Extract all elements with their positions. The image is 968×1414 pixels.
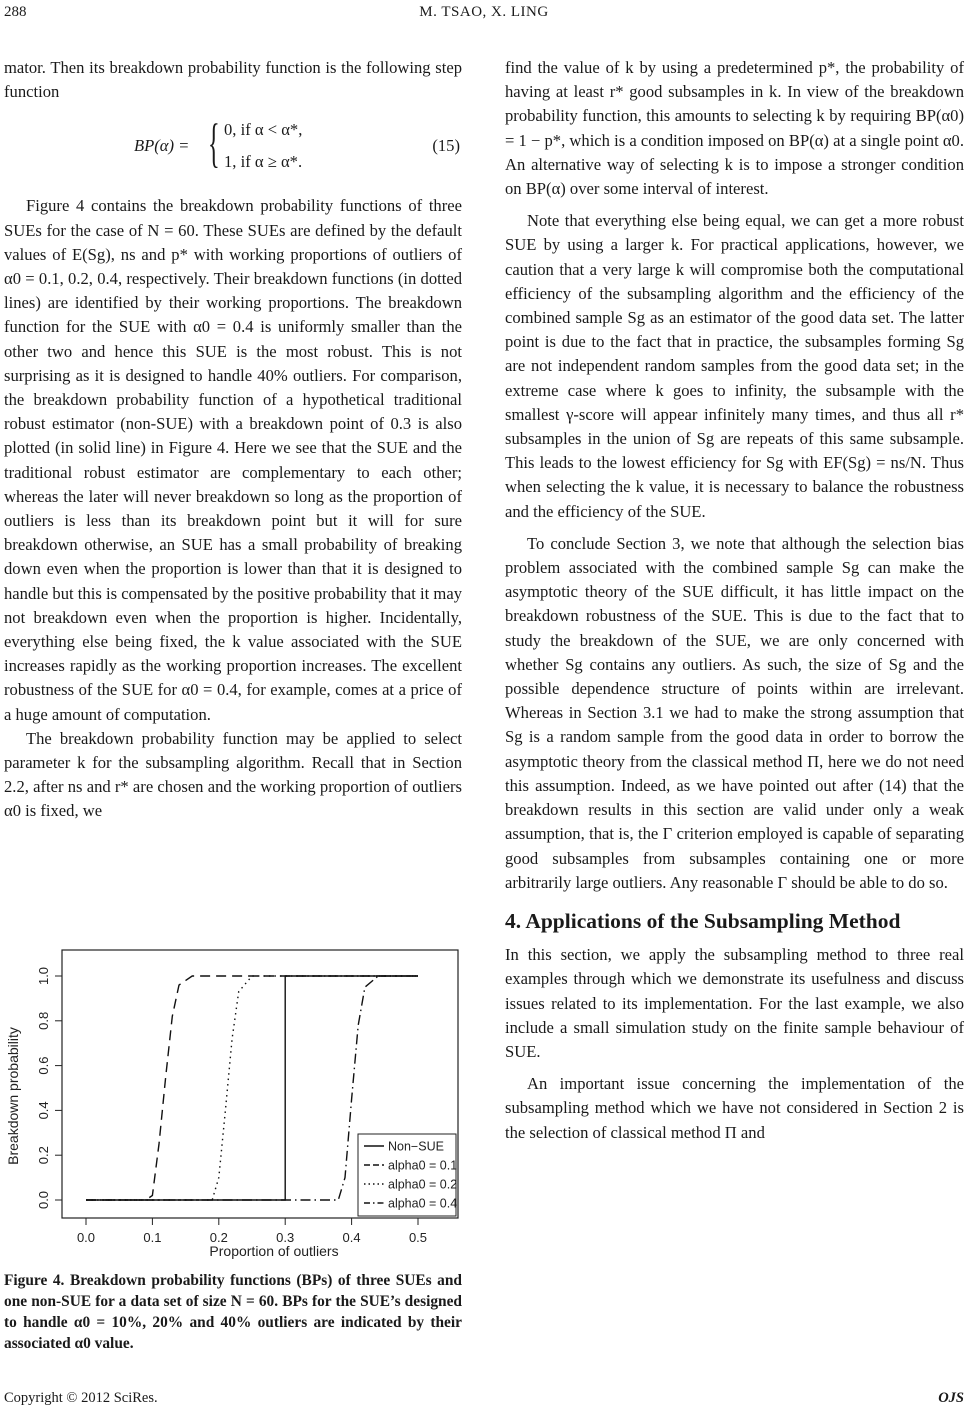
page-number: 288 [4,4,27,20]
figure-caption: Figure 4. Breakdown probability functions (BPs) of three SUEs and one non-SUE for a data set of size N = 60. BPs for the SUE’s designed to handle α0 = 10%, 20% and 40% outliers are indicated by their associated α0 value. [4,1272,462,1352]
right-column [505,56,964,1145]
legend-entry: Non−SUE [388,1139,444,1154]
left-brace: { [208,113,220,174]
equation-number: (15) [432,136,460,156]
x-axis-label: Proportion of outliers [209,1243,339,1259]
equation-lhs: BP(α) = [134,136,190,156]
paragraph: Note that everything else being equal, we can get a more robust SUE by using a larger k. For practical applications, however, we caution that a very large k will compromise both the computational efficiency of the subsampling algorithm and the efficiency of the combined sample Sg as an estimator of the good data set. The latter point is due to the fact that in practice, the subsamples forming Sg are not independent random samples from the good data set; in the extreme case where k goes to infinity, the subsample with the smallest γ-score will appear infinitely many times, and thus all r* subsamples in the union of Sg are repeats of this same subsample. This leads to the lowest efficiency for Sg with EF(Sg) = ns/N. Thus when selecting the k value, it is necessary to balance the robustness and the efficiency of the SUE. [505,211,964,521]
page-header [0,4,968,28]
y-tick-label: 0.2 [36,1146,51,1165]
legend-entry: alpha0 = 0.2 [388,1177,458,1192]
paragraph: mator. Then its breakdown probability function is the following step function [4,58,462,102]
y-tick-label: 0.8 [36,1011,51,1030]
y-tick-label: 1.0 [36,966,51,986]
y-tick-label: 0.4 [36,1101,51,1120]
copyright-notice: Copyright © 2012 SciRes. [4,1390,158,1406]
equation-case-2: 1, if α ≥ α*. [224,152,303,172]
section-heading: 4. Applications of the Subsampling Method [505,908,901,933]
x-tick-label: 0.4 [342,1230,361,1245]
equation-case-1: 0, if α < α*, [224,120,303,140]
x-tick-label: 0.0 [76,1230,96,1245]
x-tick-label: 0.3 [276,1230,295,1245]
y-tick-label: 0.6 [36,1056,51,1075]
x-tick-label: 0.1 [143,1230,162,1245]
legend-entry: alpha0 = 0.4 [388,1196,458,1211]
y-axis-label: Breakdown probability [5,1027,21,1165]
x-tick-label: 0.2 [209,1230,228,1245]
equation-15 [4,114,462,184]
figure-4 [4,946,462,1261]
legend-entry: alpha0 = 0.1 [388,1158,458,1173]
left-column [4,56,462,824]
paragraph: In this section, we apply the subsampling method to three real examples through which we demonstrate its usefulness and discuss issues related to its implementation. For the last example, we also include a small simulation study on the finite sample behaviour of SUE. [505,945,964,1061]
chart-legend [358,1134,457,1216]
paragraph: An important issue concerning the implementation of the subsampling method which we have not considered in Section 2 is the selection of classical method Π and [505,1074,964,1142]
paragraph: find the value of k by using a predetermined p*, the probability of having at least r* good subsamples in k. In view of the breakdown probability function, this amounts to selecting k by requiring BP(α0) = 1 − p*, which is a condition imposed on BP(α) at a single point α0. An alternative way of selecting k is to impose a stronger condition on BP(α) over some interval of interest. [505,58,964,199]
x-tick-label: 0.5 [408,1230,428,1245]
journal-abbrev: OJS [938,1390,964,1406]
paragraph: The breakdown probability function may be applied to select parameter k for the subsampling algorithm. Recall that in Section 2.2, after ns and r* are chosen and the working proportion of outliers α0 is fixed, we [4,728,462,821]
paragraph: Figure 4 contains the breakdown probability functions of three SUEs for the case of N = 60. These SUEs are defined by the default values of E(Sg), ns and p* with working proportions of outliers of α0 = 0.1, 0.2, 0.4, respectively. Their breakdown functions (in dotted lines) are identified by their working proportions. The breakdown function for the SUE with α0 = 0.4 is uniformly smaller than the other two and hence this SUE is the most robust. This is not surprising as it is designed to handle 40% outliers. For comparison, the breakdown probability function of a hypothetical traditional robust estimator (non-SUE) with a breakdown point of 0.3 is also plotted (in solid line) in Figure 4. Here we see that the SUE and the traditional robust estimator are complementary to each other; whereas the later will never breakdown so long as the proportion of outliers is less than its breakdown point but it will for sure breakdown otherwise, an SUE has a small probability of breaking down even when the proportion is lower than that it is designed to handle but this is compensated by the positive probability that it may not breakdown even when the proportion is higher. Incidentally, everything else being fixed, the k value associated with the SUE increases rapidly as the working proportion increases. The excellent robustness of the SUE for α0 = 0.4, for example, comes at a price of a huge amount of computation. [4,196,462,724]
y-tick-label: 0.0 [36,1190,51,1210]
breakdown-chart [4,946,462,1261]
running-head-authors: M. TSAO, X. LING [419,4,549,20]
paragraph: To conclude Section 3, we note that although the selection bias problem associated with the combined sample Sg can make the asymptotic theory of the SUE difficult, it has little impact on the breakdown robustness of the SUE. This is due to the fact that to study the breakdown of the SUE, we are only concerned with whether Sg contains any outliers. As such, the size of Sg and the possible dependence structure of points within are irrelevant. Whereas in Section 3.1 we had to make the strong assumption that Sg is a random sample from the good data in order to borrow the asymptotic theory from the classical method Π, here we do not need this assumption. Indeed, as we have pointed out after (14) that the breakdown results in this section are valid under only a weak assumption, that is, the Γ criterion employed is capable of separating good subsamples from subsamples containing one or more arbitrarily large outliers. Any reasonable Γ should be able to do so. [505,533,964,892]
